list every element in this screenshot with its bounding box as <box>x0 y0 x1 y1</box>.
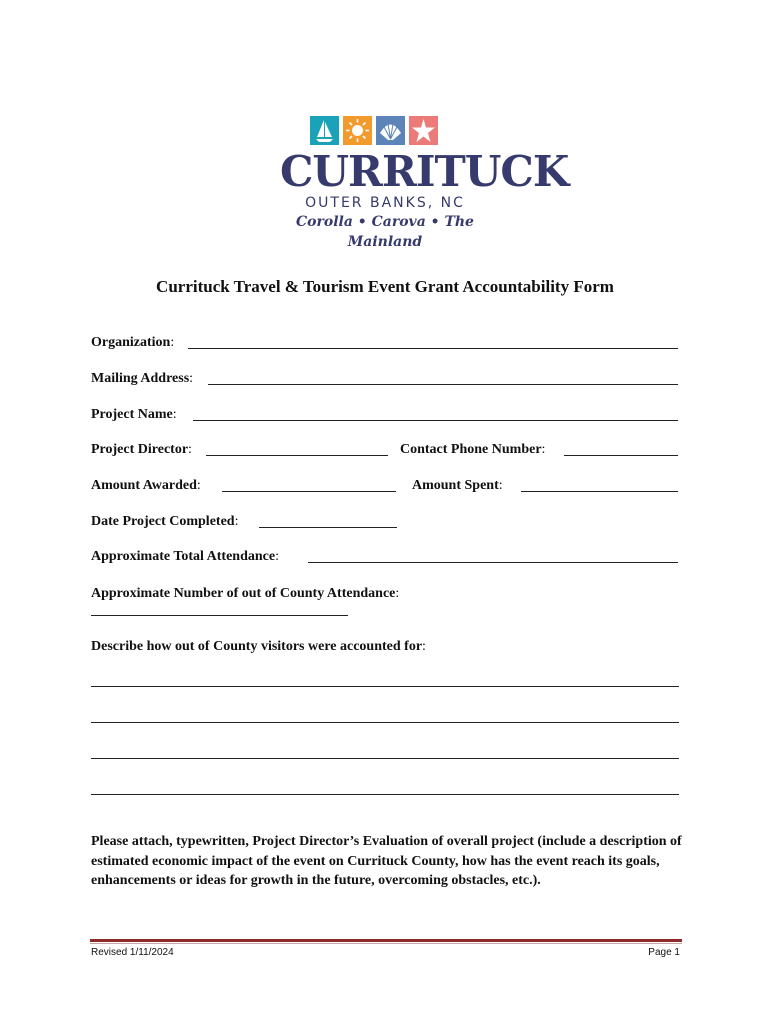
mailing-address-label: Mailing Address: <box>91 371 194 386</box>
amount-spent-field[interactable] <box>521 491 678 492</box>
project-name-field[interactable] <box>193 420 678 421</box>
describe-visitors-label: Describe how out of County visitors were accounted for: <box>91 639 426 654</box>
footer-divider-thin <box>90 943 682 944</box>
logo-subtitle: OUTER BANKS, NC <box>305 195 465 211</box>
sailboat-icon <box>310 116 339 145</box>
project-director-field[interactable] <box>206 455 388 456</box>
currituck-logo <box>280 116 569 250</box>
amount-awarded-field[interactable] <box>222 491 396 492</box>
project-director-label: Project Director: <box>91 442 192 457</box>
date-completed-field[interactable] <box>259 527 397 528</box>
shell-icon <box>376 116 405 145</box>
logo-tiles <box>310 116 438 145</box>
amount-awarded-label: Amount Awarded: <box>91 478 201 493</box>
organization-field[interactable] <box>188 348 678 349</box>
date-completed-label: Date Project Completed: <box>91 514 239 529</box>
form-title: Currituck Travel & Tourism Event Grant Accountability Form <box>156 277 614 296</box>
sun-icon <box>343 116 372 145</box>
revised-date: Revised 1/11/2024 <box>91 947 174 958</box>
describe-visitors-line-1[interactable] <box>91 686 679 687</box>
amount-spent-label: Amount Spent: <box>412 478 503 493</box>
organization-label: Organization: <box>91 335 175 350</box>
mailing-address-field[interactable] <box>208 384 678 385</box>
evaluation-instructions: Please attach, typewritten, Project Director’s Evaluation of overall project (include a description of estimated economic impact of the event on Currituck County, how has the event reach its goals, enhancements or ideas for growth in the future, overcoming obstacles, etc.). <box>91 834 682 888</box>
starfish-icon <box>409 116 438 145</box>
out-of-county-attendance-field[interactable] <box>91 615 348 616</box>
total-attendance-field[interactable] <box>308 562 678 563</box>
project-name-label: Project Name: <box>91 407 177 422</box>
logo-tagline: Corolla • Carova • The Mainland <box>296 214 474 250</box>
describe-visitors-line-4[interactable] <box>91 794 679 795</box>
describe-visitors-line-3[interactable] <box>91 758 679 759</box>
total-attendance-label: Approximate Total Attendance: <box>91 549 279 564</box>
out-of-county-attendance-label: Approximate Number of out of County Attendance: <box>91 586 400 601</box>
logo-brand-name: CURRITUCK <box>280 147 569 196</box>
describe-visitors-line-2[interactable] <box>91 722 679 723</box>
contact-phone-field[interactable] <box>564 455 678 456</box>
contact-phone-label: Contact Phone Number: <box>400 442 546 457</box>
footer-divider <box>90 939 682 942</box>
page-number: Page 1 <box>648 947 680 958</box>
